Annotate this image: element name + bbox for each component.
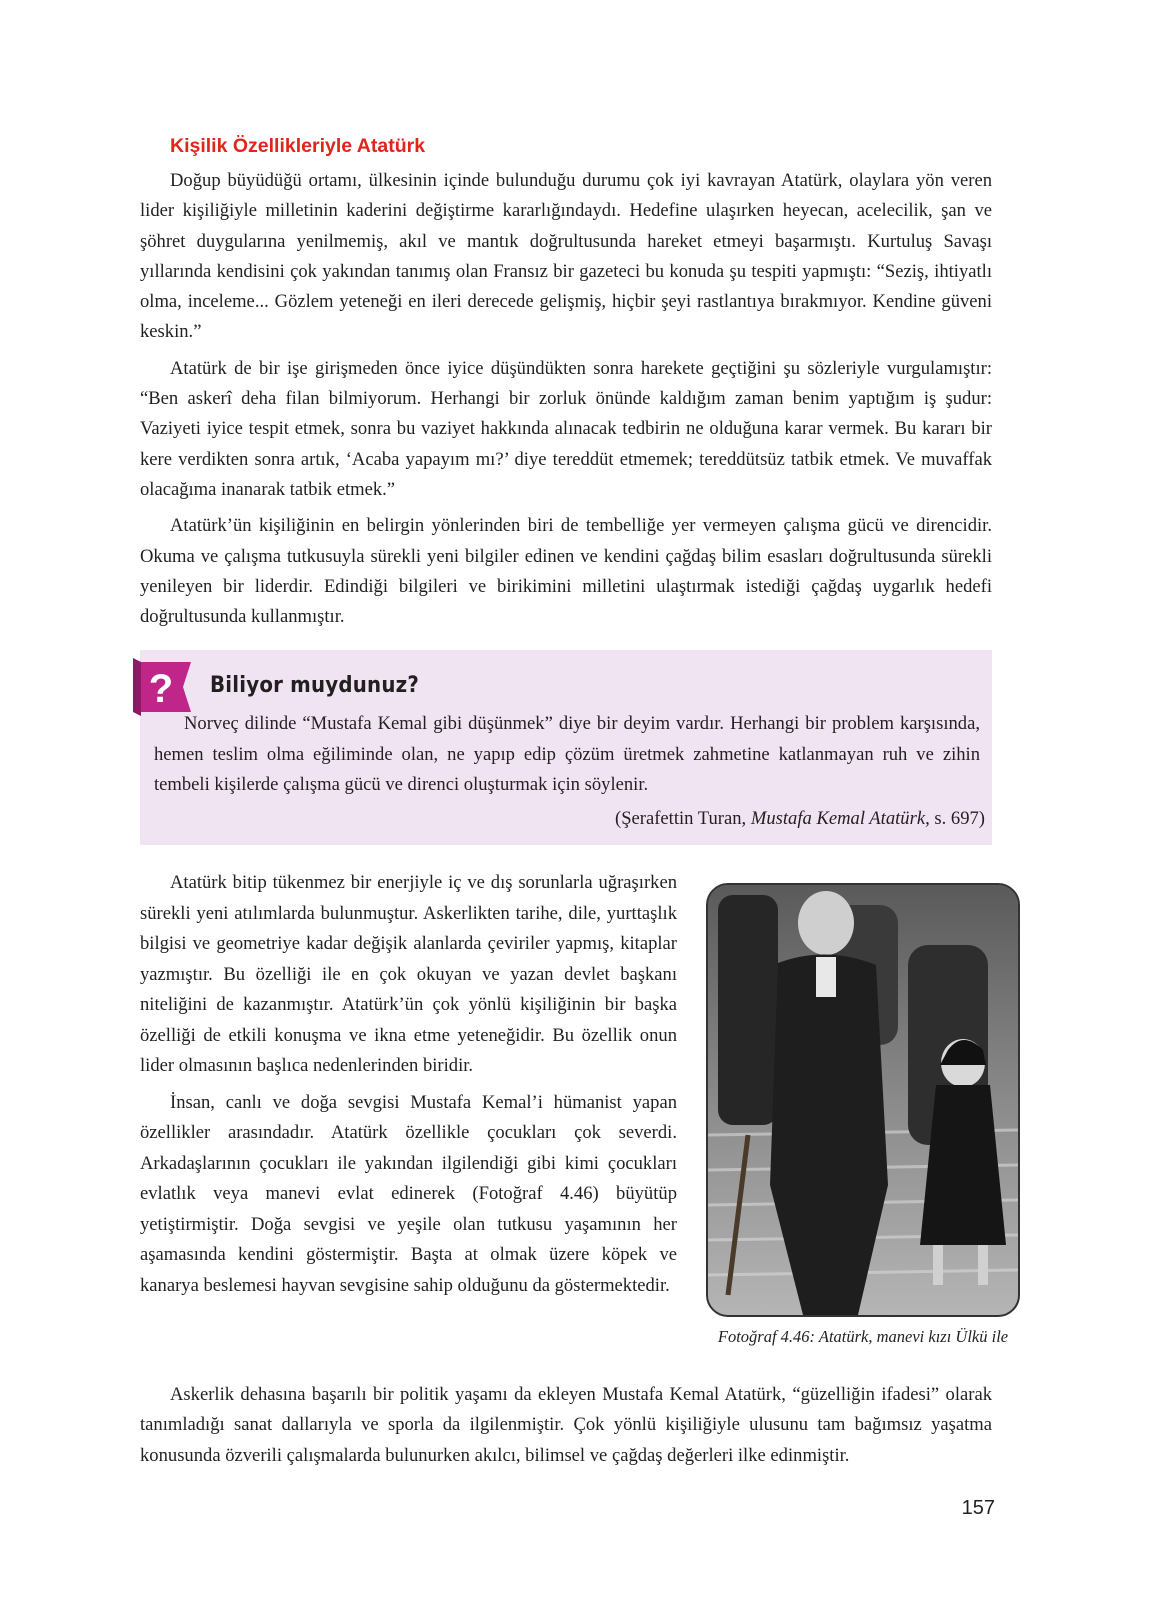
final-text	[140, 1380, 992, 1471]
svg-text:?: ?	[148, 667, 174, 711]
box-text	[154, 709, 980, 801]
paragraph: Askerlik dehasına başarılı bir politik yaşamı da ekleyen Mustafa Kemal Atatürk, “güzelliğin ifadesi” olarak tanımladığı sanat dallarıyla ve sporla da ilgilenmiştir. Çok yönlü kişiliğiyle ulusunu tam bağımsız yaşatma konusunda özverili çalışmalarda bulunurken akılcı, bilimsel ve çağdaş değerleri ilke edinmiştir.	[140, 1384, 992, 1466]
paragraph: Doğup büyüdüğü ortamı, ülkesinin içinde bulunduğu durumu çok iyi kavrayan Atatürk, olaylara yön veren lider kişiliğiyle milletinin kaderini değiştirme kararlığındaydı. Hedefine ulaşırken heyecan, acelecilik, şan ve şöhret duygularına yenilmemiş, akıl ve mantık doğrultusunda hareket etmeyi başarmıştı. Kurtuluş Savaşı yıllarında kendisini çok yakından tanımış olan Fransız bir gazeteci bu konuda şu tespiti yapmıştı: “Seziş, ihtiyatlı olma, inceleme... Gözlem yeteneği en ileri derecede gelişmiş, hiçbir şeyi rastlantıya bırakmıyor. Kendine güveni keskin.”	[140, 170, 992, 343]
page-number: 157	[961, 1497, 995, 1519]
box-title: Biliyor muydunuz?	[210, 673, 420, 698]
photo-illustration	[708, 885, 1018, 1315]
section-heading: Kişilik Özellikleriyle Atatürk	[170, 135, 426, 157]
source-page: s. 697)	[934, 808, 985, 829]
paragraph: Atatürk de bir işe girişmeden önce iyice düşündükten sonra harekete geçtiğini şu sözleriyle vurgulamıştır: “Ben askerî deha filan bilmiyorum. Herhangi bir zorluk önünde kaldığım zaman benim yaptığım iş şudur: Vaziyeti iyice tespit etmek, sonra bu vaziyet hakkında alınacak tedbirin ne olduğuna karar vermek. Bu kararı bir kere verdikten sonra artık, ‘Acaba yapayım mı?’ diye tereddüt etmemek; tereddütsüz tatbik etmek. Ve muvaffak olacağıma inanarak tatbik etmek.”	[140, 357, 992, 500]
source-title: Mustafa Kemal Atatürk,	[750, 808, 930, 829]
text-column	[140, 868, 677, 1301]
paragraph: İnsan, canlı ve doğa sevgisi Mustafa Kemal’i hümanist yapan özellikler arasındadır. Atatürk özellikle çocukları çok severdi. Arkadaşlarının çocukları ile yakından ilgilendiği gibi kimi çocukları evlatlık veya manevi evlat edinerek (Fotoğraf 4.46) büyütüp yetiştirmiştir. Doğa sevgisi ve yeşile olan tutkusu yaşamının her aşamasında kendini göstermiştir. Başta at olmak üzere köpek ve kanarya beslemesi hayvan sevgisine sahip olduğunu da göstermektedir.	[140, 1091, 677, 1296]
intro-text	[140, 166, 992, 632]
box-source	[615, 808, 985, 830]
question-mark-icon	[133, 658, 193, 716]
paragraph: Atatürk bitip tükenmez bir enerjiyle iç ve dış sorunlarla uğraşırken sürekli yeni atılımlarda bulunmuştur. Askerlikten tarihe, dile, yurttaşlık bilgisi ve geometriye kadar değişik alanlarda çeviriler yapmış, kitaplar yazmıştır. Bu özelliği ile en çok okuyan ve yazan devlet başkanı niteliğini de kazanmıştır. Atatürk’ün çok yönlü kişiliğinin bir başka özelliği de etkili konuşma ve ikna etme yeteneğidir. Bu özellik onun lider olmasının başlıca nedenlerinden biridir.	[140, 872, 677, 1076]
source-author: (Şerafettin Turan,	[615, 808, 747, 829]
photo	[706, 883, 1020, 1317]
photo-caption: Fotoğraf 4.46: Atatürk, manevi kızı Ülkü ile	[717, 1327, 1009, 1346]
paragraph: Atatürk’ün kişiliğinin en belirgin yönlerinden biri de tembelliğe yer vermeyen çalışma gücü ve direncidir. Okuma ve çalışma tutkusuyla sürekli yeni bilgiler edinen ve kendini çağdaş bilim esasları doğrultusunda sürekli yenileyen bir liderdir. Edindiği bilgileri ve birikimini milletini ulaştırmak istediği çağdaş uygarlık hedefi doğrultusunda kullanmıştır.	[140, 515, 992, 628]
box-paragraph: Norveç dilinde “Mustafa Kemal gibi düşünmek” diye bir deyim vardır. Herhangi bir problem karşısında, hemen teslim olma eğiliminde olan, ne yapıp edip çözüm üretmek zahmetine katlanmayan ruh ve zihin tembeli kişilerde çalışma gücü ve direnci oluşturmak için söylenir.	[154, 713, 980, 795]
